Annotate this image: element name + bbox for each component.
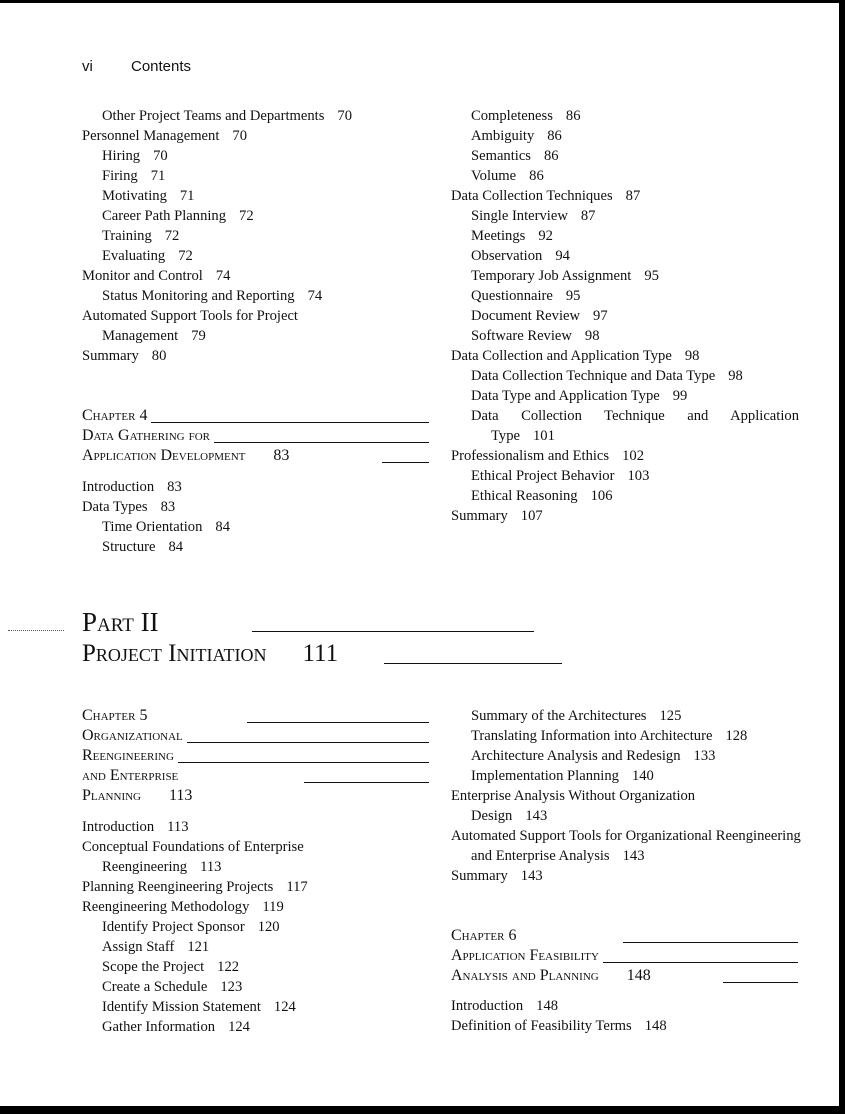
toc-entry: Summary 107 [451, 508, 543, 524]
toc-entry: Identify Mission Statement 124 [102, 999, 296, 1015]
toc-entry: Ethical Project Behavior 103 [471, 468, 650, 484]
toc-chapter-5 [82, 817, 432, 1037]
chapter-title-line: and Enterprise [82, 767, 182, 784]
chapter-title-line: Reengineering [82, 747, 178, 764]
toc-entry: Meetings 92 [471, 228, 553, 244]
toc-entry: Identify Project Sponsor 120 [102, 919, 280, 935]
chapter-title-line: Analysis and Planning [451, 967, 603, 984]
toc-entry: Introduction 83 [82, 479, 182, 495]
toc-entry: Assign Staff 121 [102, 939, 210, 955]
chapter-title-line: Organizational [82, 727, 187, 744]
toc-entry: Data Collection Technique and Application Type 101 [471, 408, 799, 444]
toc-top-left [82, 106, 432, 366]
chapter-title-line: Data Gathering for [82, 427, 214, 444]
toc-entry: Enterprise Analysis Without Organization Design 143 [451, 788, 696, 824]
toc-entry: Implementation Planning 140 [471, 768, 654, 784]
toc-entry: Motivating 71 [102, 188, 195, 204]
toc-entry: Observation 94 [471, 248, 570, 264]
toc-entry: Completeness 86 [471, 108, 581, 124]
scan-margin-mark [8, 630, 64, 631]
toc-entry: Semantics 86 [471, 148, 559, 164]
toc-entry: Monitor and Control 74 [82, 268, 231, 284]
chapter-label: Chapter 6 [451, 927, 520, 944]
toc-entry: Career Path Planning 72 [102, 208, 254, 224]
toc-entry: Hiring 70 [102, 148, 168, 164]
toc-entry: Training 72 [102, 228, 180, 244]
toc-entry: Summary of the Architectures 125 [471, 708, 682, 724]
toc-entry: Single Interview 87 [471, 208, 596, 224]
part-title: Project Initiation 111 [82, 640, 350, 667]
toc-entry: Document Review 97 [471, 308, 608, 324]
toc-entry: Time Orientation 84 [102, 519, 230, 535]
toc-entry: Firing 71 [102, 168, 166, 184]
toc-entry: Ambiguity 86 [471, 128, 562, 144]
toc-top-right [451, 106, 799, 526]
chapter-title-line: Application Development [82, 447, 249, 464]
toc-entry: Planning Reengineering Projects 117 [82, 879, 308, 895]
toc-entry: Summary 143 [451, 868, 543, 884]
toc-bottom-right [451, 706, 799, 886]
toc-entry: Scope the Project 122 [102, 959, 240, 975]
toc-entry: Other Project Teams and Departments 70 [102, 108, 353, 124]
toc-entry: Automated Support Tools for Organizational Reengineering and Enterprise Analysis 143 [451, 828, 801, 864]
toc-entry: Questionnaire 95 [471, 288, 581, 304]
chapter-title-line: Planning [82, 787, 145, 804]
toc-entry: Structure 84 [102, 539, 184, 555]
chapter-4-heading [82, 406, 429, 466]
toc-entry: Professionalism and Ethics 102 [451, 448, 644, 464]
toc-chapter-4 [82, 477, 432, 557]
chapter-page: 83 [273, 447, 293, 464]
toc-entry: Data Collection Technique and Data Type 98 [471, 368, 743, 384]
toc-entry: Gather Information 124 [102, 1019, 250, 1035]
toc-entry: Summary 80 [82, 348, 167, 364]
chapter-title-line: Application Feasibility [451, 947, 603, 964]
toc-entry: Volume 86 [471, 168, 544, 184]
chapter-5-heading [82, 706, 429, 806]
running-head [82, 58, 191, 75]
part-2-heading [82, 606, 562, 670]
toc-entry: Definition of Feasibility Terms 148 [451, 1018, 667, 1034]
chapter-page: 113 [169, 787, 196, 804]
toc-entry: Data Types 83 [82, 499, 176, 515]
chapter-6-heading [451, 926, 798, 986]
chapter-label: Chapter 5 [82, 707, 151, 724]
scan-edge-top [0, 0, 845, 3]
toc-entry: Introduction 113 [82, 819, 189, 835]
toc-entry: Personnel Management 70 [82, 128, 247, 144]
toc-entry: Data Collection Techniques 87 [451, 188, 641, 204]
chapter-page: 148 [627, 967, 655, 984]
part-label: Part II [82, 607, 165, 637]
toc-entry: Temporary Job Assignment 95 [471, 268, 659, 284]
part-page: 111 [302, 640, 344, 667]
toc-entry: Create a Schedule 123 [102, 979, 243, 995]
running-title: Contents [131, 58, 192, 75]
toc-entry: Evaluating 72 [102, 248, 193, 264]
toc-entry: Status Monitoring and Reporting 74 [102, 288, 323, 304]
toc-entry: Software Review 98 [471, 328, 600, 344]
toc-entry: Ethical Reasoning 106 [471, 488, 613, 504]
page-number: vi [82, 58, 93, 75]
toc-entry: Conceptual Foundations of Enterprise Reengineering 113 [82, 839, 304, 875]
toc-entry: Data Collection and Application Type 98 [451, 348, 700, 364]
toc-entry: Automated Support Tools for Project Management 79 [82, 308, 298, 344]
toc-chapter-6 [451, 996, 799, 1036]
toc-entry: Architecture Analysis and Redesign 133 [471, 748, 716, 764]
scan-edge-right [839, 0, 845, 1114]
toc-entry: Introduction 148 [451, 998, 559, 1014]
scan-edge-bottom [0, 1106, 845, 1114]
toc-entry: Data Type and Application Type 99 [471, 388, 688, 404]
toc-entry: Reengineering Methodology 119 [82, 899, 284, 915]
toc-entry: Translating Information into Architecture 128 [471, 728, 748, 744]
chapter-label: Chapter 4 [82, 407, 151, 424]
